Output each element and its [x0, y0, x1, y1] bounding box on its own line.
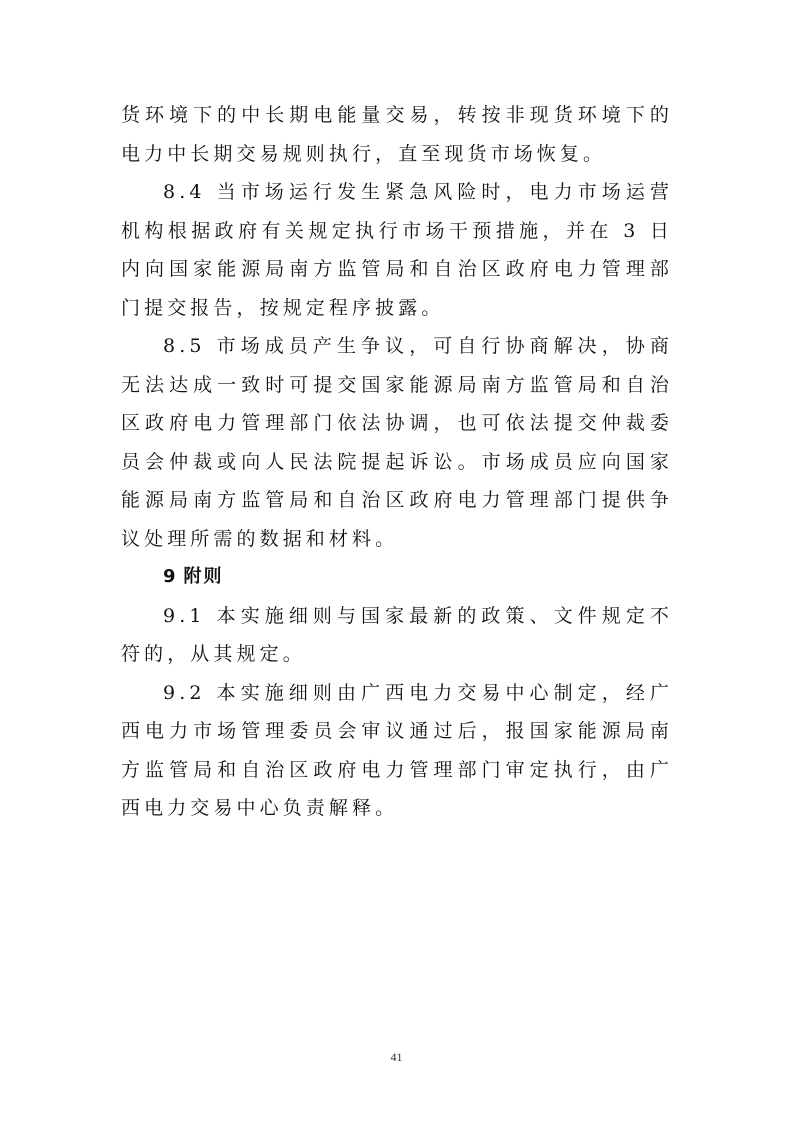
- paragraph-8-4: 8.4 当市场运行发生紧急风险时，电力市场运营机构根据政府有关规定执行市场干预措施，并在 3 日内向国家能源局南方监管局和自治区政府电力管理部门提交报告，按规定程序披露。: [121, 181, 673, 319]
- paragraph-continuation: 货环境下的中长期电能量交易，转按非现货环境下的电力中长期交易规则执行，直至现货市场恢复。: [121, 104, 673, 165]
- section-number: 9: [163, 566, 178, 587]
- section-title: 附则: [183, 566, 224, 587]
- paragraph-8-5: 8.5 市场成员产生争议，可自行协商解决，协商无法达成一致时可提交国家能源局南方监管局和自治区政府电力管理部门依法协调，也可依法提交仲裁委员会仲裁或向人民法院提起诉讼。市场成员应向国家能源局南方监管局和自治区政府电力管理部门提供争议处理所需的数据和材料。: [121, 335, 673, 550]
- paragraph-9-1: 9.1 本实施细则与国家最新的政策、文件规定不符的，从其规定。: [121, 604, 673, 665]
- page-number: 41: [390, 1050, 403, 1064]
- section-heading-9: [121, 558, 673, 597]
- page-body: [121, 96, 673, 828]
- paragraph-9-2: 9.2 本实施细则由广西电力交易中心制定，经广西电力市场管理委员会审议通过后，报国家能源局南方监管局和自治区政府电力管理部门审定执行，由广西电力交易中心负责解释。: [121, 681, 673, 819]
